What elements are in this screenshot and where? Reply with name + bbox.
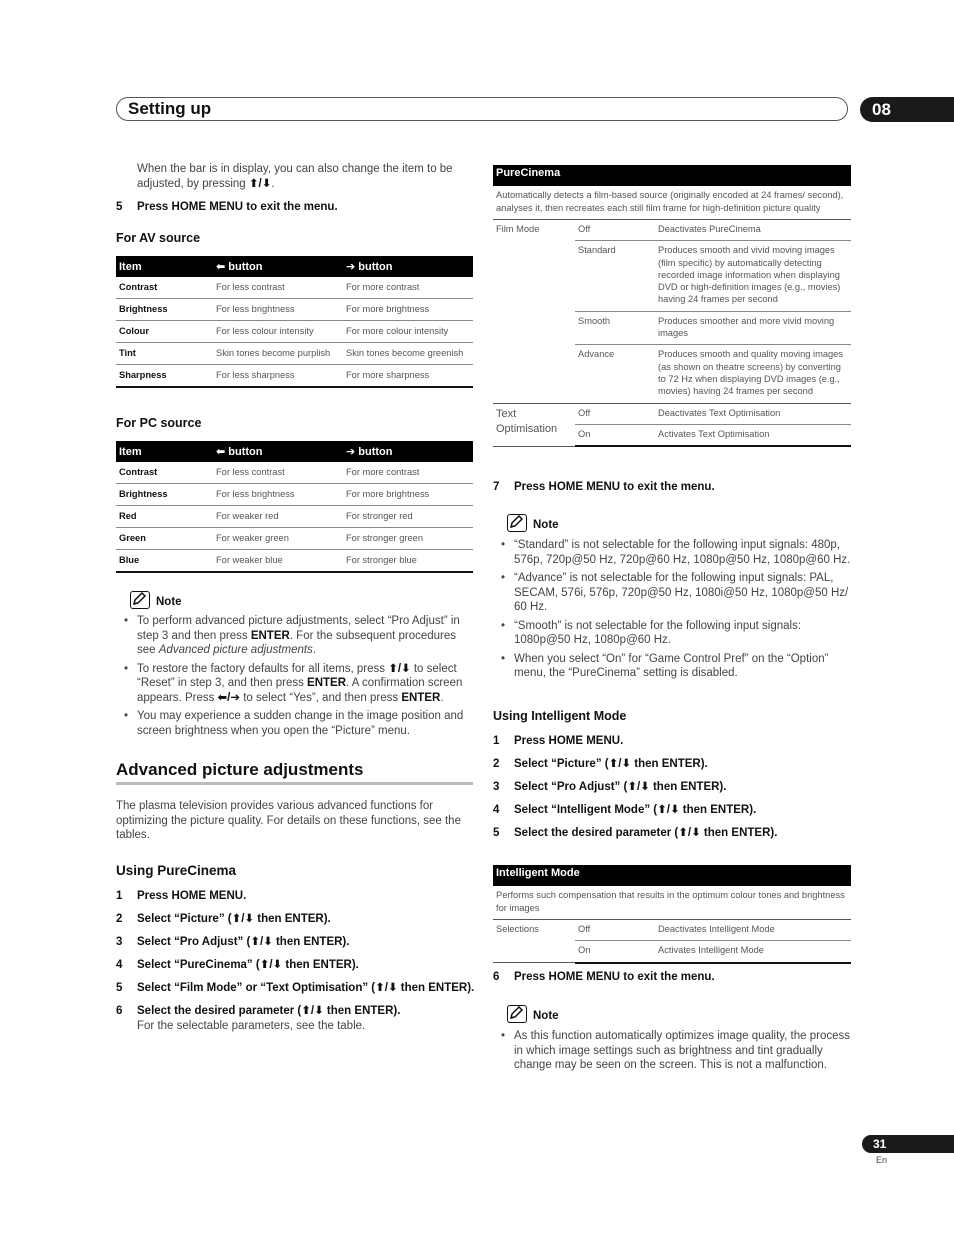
note-item: • When you select “On” for “Game Control Pref” on the “Option” menu, the “PureCinema” setting is disabled. xyxy=(501,652,853,681)
table-cell: For weaker green xyxy=(213,528,343,550)
step-text: Select “Picture” (⬆/⬇ then ENTER). xyxy=(514,758,708,770)
column-header: ⬅ button xyxy=(213,441,343,462)
pc-source-table xyxy=(116,441,473,573)
table-header-row xyxy=(116,441,473,462)
step-6-exit xyxy=(493,970,715,984)
table-cell: For more colour intensity xyxy=(343,321,473,343)
left-notes-list xyxy=(124,614,474,742)
note-pencil-icon xyxy=(507,514,527,532)
step-item xyxy=(116,889,481,903)
step-number: 1 xyxy=(493,735,500,747)
step-text: Select “Film Mode” or “Text Optimisation” (⬆/⬇ then ENTER). xyxy=(137,982,475,994)
step-text: Select “PureCinema” (⬆/⬇ then ENTER). xyxy=(137,959,359,971)
option-name: Smooth xyxy=(575,311,655,345)
note-heading-left xyxy=(130,591,182,609)
step-item xyxy=(493,734,853,748)
column-header: ➔ button xyxy=(343,441,473,462)
table-cell: For less colour intensity xyxy=(213,321,343,343)
intro-text xyxy=(137,162,477,191)
option-row xyxy=(493,920,851,941)
note-text: To restore the factory defaults for all items, press xyxy=(137,662,389,675)
table-row xyxy=(116,550,473,573)
option-name: Advance xyxy=(575,345,655,403)
table-cell: For less contrast xyxy=(213,462,343,484)
note-text: . xyxy=(312,644,317,656)
table-cell: For stronger blue xyxy=(343,550,473,573)
table-row xyxy=(116,462,473,484)
group-label: Text Optimisation xyxy=(493,403,575,446)
step-text: Press HOME MENU to exit the menu. xyxy=(137,201,338,213)
up-down-arrows-icon: ⬆/⬇ xyxy=(248,177,272,190)
table-header-row xyxy=(116,256,473,277)
option-name: On xyxy=(575,424,655,446)
table-row xyxy=(116,484,473,506)
intro-text-line-2: adjusted, by pressing xyxy=(137,177,246,190)
table-row xyxy=(116,506,473,528)
up-down-arrows-icon: ⬆/⬇ xyxy=(388,662,411,675)
advanced-intro-text: The plasma television provides various advanced functions for optimizing the picture quality. For details on these functions, see the tables. xyxy=(116,800,461,841)
row-label: Blue xyxy=(116,550,213,573)
table-cell: Skin tones become purplish xyxy=(213,343,343,365)
step-text: Select “Intelligent Mode” (⬆/⬇ then ENTER). xyxy=(514,804,757,816)
table-row xyxy=(116,365,473,388)
step-text: Press HOME MENU to exit the menu. xyxy=(514,971,715,983)
row-label: Colour xyxy=(116,321,213,343)
option-name: Off xyxy=(575,403,655,424)
option-description: Deactivates PureCinema xyxy=(655,220,851,241)
purecinema-table-title: PureCinema xyxy=(493,165,851,186)
enter-key-label: ENTER xyxy=(401,691,441,704)
column-header: ⬅ button xyxy=(213,256,343,277)
step-item xyxy=(493,780,853,794)
step-number: 4 xyxy=(116,959,123,971)
table-row xyxy=(116,321,473,343)
option-description: Produces smooth and quality moving images (as shown on theatre screens) by converting to 72 Hz when displaying DVD images (e.g., movies) having 24 frames per second xyxy=(655,345,851,403)
step-item xyxy=(116,981,481,995)
note-text: . A confirmation screen appears. Press xyxy=(137,677,463,704)
note-text: to select “Reset” in step 3, and then press xyxy=(137,662,457,689)
intelligent-mode-table-title: Intelligent Mode xyxy=(493,865,851,886)
note-label: Note xyxy=(533,1010,559,1022)
step-number: 4 xyxy=(493,804,500,816)
note-text: to select “Yes”, and then press xyxy=(240,691,402,704)
intelligent-mode-description: Performs such compensation that results in the optimum colour tones and brightness for images xyxy=(493,886,851,920)
header-bar xyxy=(116,97,848,121)
note-item xyxy=(124,709,474,738)
purecinema-heading: Using PureCinema xyxy=(116,863,237,878)
purecinema-steps xyxy=(116,889,481,1027)
table-cell: For more brightness xyxy=(343,299,473,321)
intelligent-mode-steps xyxy=(493,734,853,849)
chapter-badge: 08 xyxy=(860,97,954,122)
step-text: Press HOME MENU. xyxy=(514,735,624,747)
note-label: Note xyxy=(156,596,182,608)
step-number: 1 xyxy=(116,890,123,902)
table-row xyxy=(116,343,473,365)
option-description: Deactivates Intelligent Mode xyxy=(655,920,851,941)
row-label: Contrast xyxy=(116,277,213,299)
table-cell: For less brightness xyxy=(213,484,343,506)
enter-key-label: ENTER xyxy=(307,677,347,689)
row-label: Tint xyxy=(116,343,213,365)
note-item: • “Advance” is not selectable for the following input signals: PAL, SECAM, 576i, 576p, 720p@50 Hz, 1080i@50 Hz, 1080p@50 Hz/ 60 Hz. xyxy=(501,571,853,615)
option-row xyxy=(493,220,851,241)
step-item xyxy=(116,912,481,926)
step-number: 2 xyxy=(493,758,500,770)
step-number: 5 xyxy=(493,827,500,839)
note-pencil-icon xyxy=(507,1005,527,1023)
step-item xyxy=(493,826,853,840)
purecinema-table xyxy=(493,165,851,447)
intelligent-mode-options xyxy=(493,920,851,964)
step-6-subtext: For the selectable parameters, see the table. xyxy=(137,1020,366,1032)
step-text: Select the desired parameter (⬆/⬇ then ENTER). xyxy=(137,1005,401,1017)
step-item xyxy=(493,757,853,771)
table-row xyxy=(116,277,473,299)
option-name: On xyxy=(575,941,655,963)
note-heading-right-2 xyxy=(507,1005,559,1023)
page-number: 31 xyxy=(862,1135,954,1153)
table-cell: For weaker blue xyxy=(213,550,343,573)
advanced-picture-heading: Advanced picture adjustments xyxy=(116,760,473,785)
note-item xyxy=(124,662,474,706)
table-cell: For weaker red xyxy=(213,506,343,528)
table-row xyxy=(116,299,473,321)
step-number: 6 xyxy=(116,1005,123,1017)
table-cell: For more contrast xyxy=(343,277,473,299)
row-label: Sharpness xyxy=(116,365,213,388)
right-notes-list xyxy=(501,538,853,685)
purecinema-options xyxy=(493,220,851,447)
step-text: Select “Pro Adjust” (⬆/⬇ then ENTER). xyxy=(137,936,350,948)
table-cell: For less brightness xyxy=(213,299,343,321)
row-label: Brightness xyxy=(116,484,213,506)
step-text: Press HOME MENU to exit the menu. xyxy=(514,481,715,493)
step-number: 5 xyxy=(116,982,123,994)
table-cell: For less sharpness xyxy=(213,365,343,388)
table-cell: For less contrast xyxy=(213,277,343,299)
step-number: 3 xyxy=(116,936,123,948)
intro-text-end: . xyxy=(271,177,275,190)
row-label: Green xyxy=(116,528,213,550)
av-source-table xyxy=(116,256,473,388)
table-cell: Skin tones become greenish xyxy=(343,343,473,365)
option-description: Activates Intelligent Mode xyxy=(655,941,851,963)
note-label: Note xyxy=(533,519,559,531)
table-cell: For stronger green xyxy=(343,528,473,550)
av-source-heading: For AV source xyxy=(116,231,201,245)
column-header: Item xyxy=(116,256,213,277)
note-item: • “Standard” is not selectable for the following input signals: 480p, 576p, 720p@50 Hz, 720p@60 Hz, 1080p@50 Hz, 1080p@60 Hz. xyxy=(501,538,853,567)
step-text: Press HOME MENU. xyxy=(137,890,247,902)
section-title: Setting up xyxy=(128,99,212,118)
row-label: Contrast xyxy=(116,462,213,484)
row-label: Red xyxy=(116,506,213,528)
step-item xyxy=(493,803,853,817)
step-number: 6 xyxy=(493,971,500,983)
group-label: Selections xyxy=(493,920,575,963)
option-description: Produces smoother and more vivid moving images xyxy=(655,311,851,345)
note-text: . For the subsequent procedures see xyxy=(137,629,457,656)
table-cell: For more brightness xyxy=(343,484,473,506)
right-notes-list-2 xyxy=(501,1029,853,1077)
table-cell: For more sharpness xyxy=(343,365,473,388)
option-description: Produces smooth and vivid moving images (film specific) by automatically detecting recorded image information when displaying DVD or high-definition images (e.g., movies) having 24 frames per second xyxy=(655,241,851,311)
note-text: You may experience a sudden change in the image position and screen brightness when you open the “Picture” menu. xyxy=(137,710,464,737)
step-7-exit xyxy=(493,480,715,494)
intelligent-mode-table xyxy=(493,865,851,964)
enter-key-label: ENTER xyxy=(250,629,290,642)
note-item xyxy=(124,614,474,658)
page-language: En xyxy=(876,1155,888,1165)
intelligent-mode-heading: Using Intelligent Mode xyxy=(493,709,627,723)
step-number: 2 xyxy=(116,913,123,925)
step-number: 3 xyxy=(493,781,500,793)
note-text: To perform advanced picture adjustments, select “Pro Adjust” in step 3 and then press xyxy=(137,615,460,642)
note-pencil-icon xyxy=(130,591,150,609)
note-item: • “Smooth” is not selectable for the following input signals: 1080p@50 Hz, 1080p@60 Hz. xyxy=(501,619,853,648)
step-item xyxy=(116,935,481,949)
step-item xyxy=(116,1004,481,1018)
step-text: Select the desired parameter (⬆/⬇ then ENTER). xyxy=(514,827,778,839)
option-name: Standard xyxy=(575,241,655,311)
column-header: Item xyxy=(116,441,213,462)
option-row xyxy=(493,403,851,424)
left-right-arrows-icon: ⬅/➔ xyxy=(217,691,241,704)
option-name: Off xyxy=(575,920,655,941)
table-cell: For more contrast xyxy=(343,462,473,484)
step-text: Select “Picture” (⬆/⬇ then ENTER). xyxy=(137,913,331,925)
table-cell: For stronger red xyxy=(343,506,473,528)
pc-source-heading: For PC source xyxy=(116,416,202,430)
table-row xyxy=(116,528,473,550)
option-description: Activates Text Optimisation xyxy=(655,424,851,446)
step-5-exit xyxy=(116,200,338,214)
note-item: • As this function automatically optimizes image quality, the process in which image settings such as brightness and tint gradually change may be seen on the screen. This is not a malfunction. xyxy=(501,1029,853,1073)
step-item xyxy=(116,958,481,972)
step-text: Select “Pro Adjust” (⬆/⬇ then ENTER). xyxy=(514,781,727,793)
purecinema-description: Automatically detects a film-based source (originally encoded at 24 frames/ second), analyses it, then recreates each still film frame for high-definition picture quality xyxy=(493,186,851,220)
option-description: Deactivates Text Optimisation xyxy=(655,403,851,424)
step-number: 5 xyxy=(116,201,123,213)
note-heading-right xyxy=(507,514,559,532)
row-label: Brightness xyxy=(116,299,213,321)
column-header: ➔ button xyxy=(343,256,473,277)
note-text: . xyxy=(440,691,444,704)
cross-reference: Advanced picture adjustments xyxy=(158,644,313,656)
option-name: Off xyxy=(575,220,655,241)
step-number: 7 xyxy=(493,481,500,493)
group-label: Film Mode xyxy=(493,220,575,403)
intro-text-line-1: When the bar is in display, you can also change the item to be xyxy=(137,163,453,175)
